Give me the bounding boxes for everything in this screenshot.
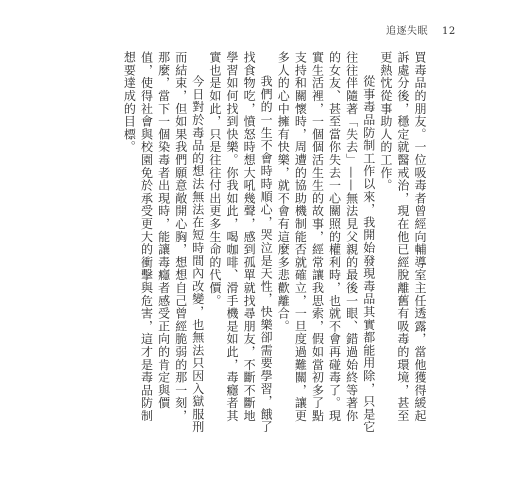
chapter-title: 追逐失眠 <box>386 26 428 37</box>
paragraph: 我們的一生不會時時順心，哭泣是天性，快樂卻需要學習，餓了找食物吃，憤怒時想大吼幾聲，感到孤單就找尋朋友，不斷不斷地學習如何找到快樂。你我如此，喝咖啡、滑手機是如此，毒癮者其實也是如此，只是往往付出更多生命的代價。 <box>207 51 274 434</box>
paragraph: 買毒品的朋友。一位吸毒者曾經向輔導室主任透露，當他獲得緩起訴處分後，穩定就醫戒治，現在他已經脫離舊有吸毒的環境，甚至更熱忱從事助人的工作。 <box>378 51 427 423</box>
body-text <box>72 51 428 434</box>
paragraph: 今日對於毒品的想法無法在短時間內改變，也無法只因入獄服刑而結束，但如果我們願意敞開心胸，想想自己曾經脆弱的那一刻，那麼，當下一個染毒者出現時，能讓毒癮者感受正向的肯定與價值，使得社會與校園免於承受更大的衝擊與危害，這才是毒品防制想要達成的目標。 <box>122 51 205 434</box>
paragraph: 從事毒品防制工作以來，我開始發現毒品其實都能用除，只是它往往伴隨著「失去」——無法見父親的最後一眼、錯過始終等著你的女友、甚至當你失去一心關照的權利時，也就不會再碰毒了。現實生活裡，一個個活生生的故事，經常讓我思索，假如當初多了點支持和關懷時，周遭的協助機制能否就確立，一旦度過難關，讓更多人的心中擁有快樂，就不會有這麼多悲歡離合。 <box>276 51 376 434</box>
page-number: 12 <box>442 26 456 37</box>
running-head <box>386 22 456 37</box>
